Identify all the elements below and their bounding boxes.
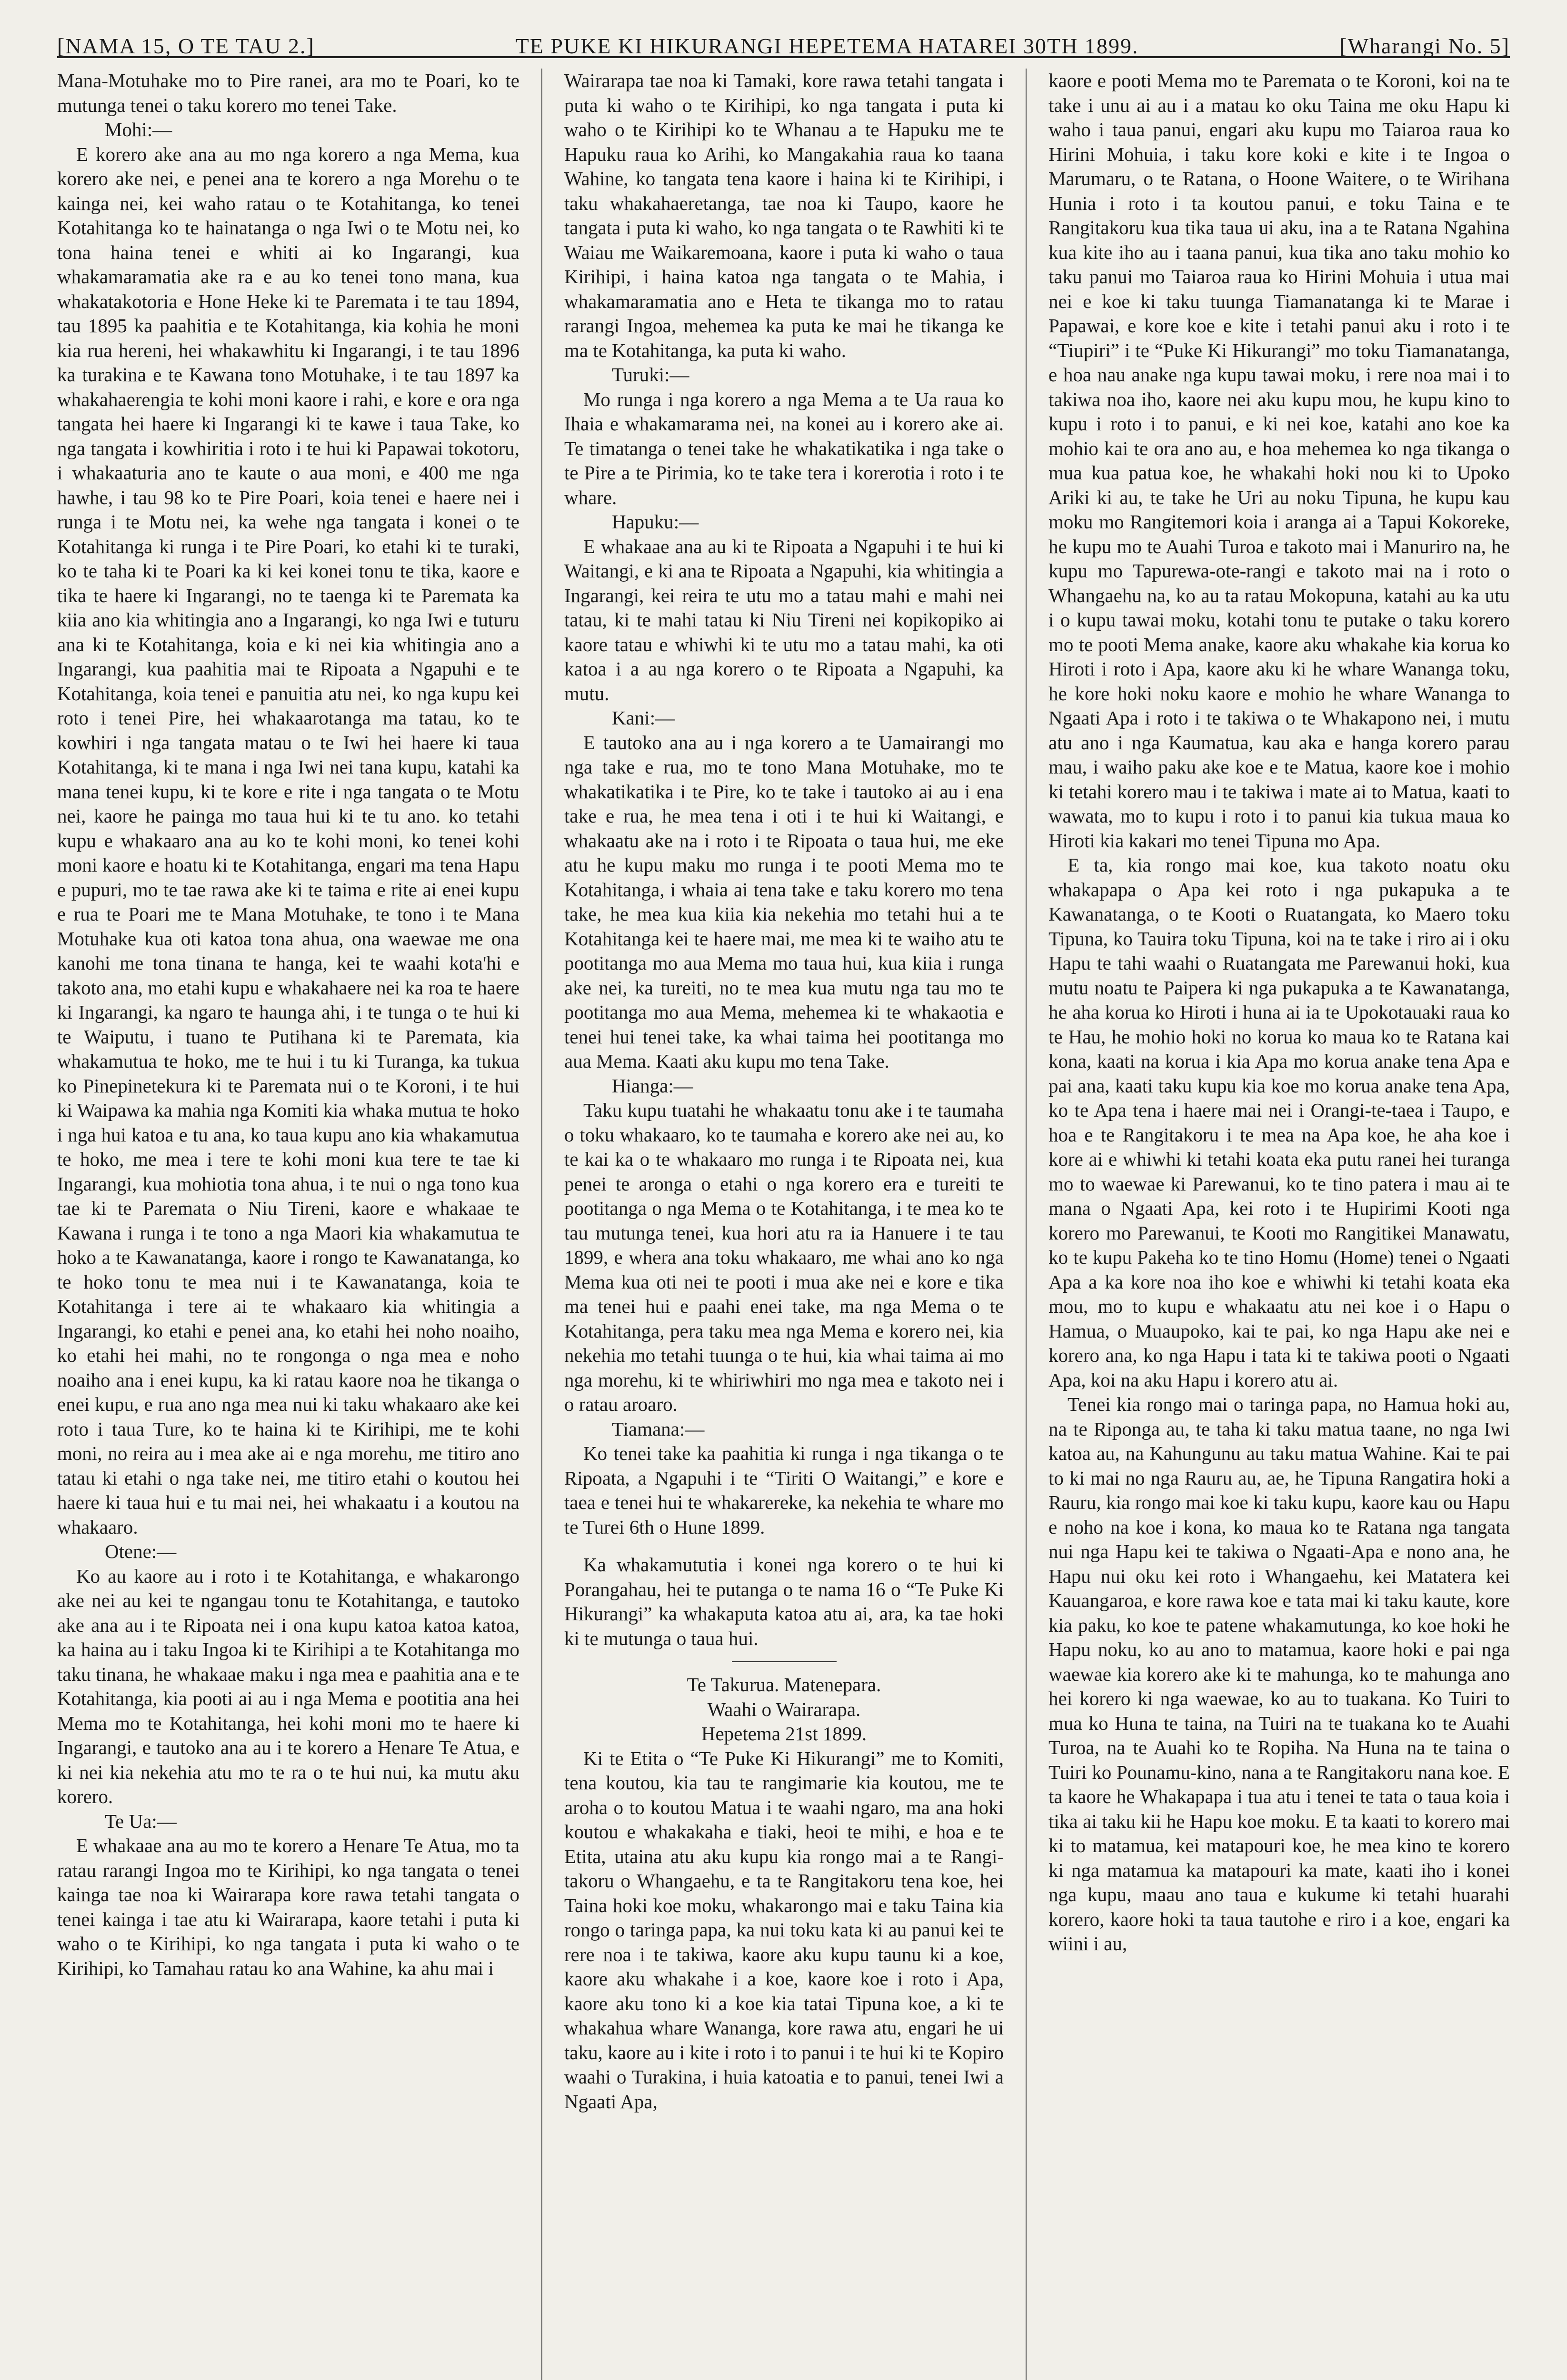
spacer: [564, 1539, 1004, 1553]
paragraph: E ta, kia rongo mai koe, kua takoto noatu oku whakapapa o Apa kei roto i nga pukapuka a te Kawanatanga, o te Kooti o Ruatangata, ko Maero toku Tipuna, ko Tauira toku Tipuna, koi na te take i riro ai i oku Hapu te tahi waahi o Ruatangata me Parewanui hoki, kua mutu noatu te Paipera ki nga pukapuka a te Kawanatanga, he aha koruа ko Hiroti i huna ai ia te Upokotauaki raua ko te Hau, he mohio hoki no korua ko maua ko te Ratana kai kona, kaati na korua i kia Apa mo korua anake tena Apa e pai ana, kaati taku kupu kia koe mo korua anake tena Apa, ko te Apa tena i haere mai nei i Orangi-te-taea i Taupo, e hoa e te Rangitakoru i te mea na Apa koe, he aha koe i kore ai e whiwhi ki tetahi koata eka putu ranei hei turanga mo to waewae ki Parewanui, ko te tino patera i mau ai te mana o Ngaati Apa, kei roto i te Hupirimi Kooti nga korero mo Parewanui, te Kooti mo Rangitikei Manawatu, ko te kupu Pakeha ko te tino Homu (Home) tenei o Ngaati Apa a ka kore noa iho koe e whiwhi ki tetahi koata eka mou, mo to kupu e whakaatu atu nei koe i o Hapu o Hamua, o Muaupoko, kai te pai, ko nga Hapu ake nei e korero ana, ko nga Hapu i tata ki te takiwa pooti o Ngaati Apa, koi na aku Hapu i korero atu ai.: [1048, 854, 1510, 1391]
paragraph: Tenei kia rongo mai o taringa papa, no Hamua hoki au, na te Riponga au, te taha ki taku matua taane, no nga Iwi katoa au, na Kahungunu au taku matua Wahine. Kai te pai to ki mai no nga Rauru au, ae, he Tipuna Rangatira hoki a Rauru, kia rongo mai koe ki taku kupu, kaore kau ou Hapu e noho na koe i kona, ko maua ko te Ratana nga tangata nui nga Hapu kei te takiwa o Ngaati-Apa e nono ana, he Hapu nui oku kei roto i Whangaehu, kei Matatera kei Kauangaroa, e kore rawa koe e tata mai ki taku kaute, kore kia paku, ko koe te patene whakamutunga, ko koe hoki he Hapu noku, ko au ano to matamua, kaore hoki e pai nga waewae kia korero ake ki te mahunga, ko te mahunga ano hei korero ki nga waewae, ko au to tuakana. Ko Tuiri to mua ko Huna te taina, na Tuiri na te tuakana ko te Auahi Turoa, na te Auahi ko te Ropiha. Na Huna na te taina o Tuiri ko Pounamu-kino, nana a te Rangitakoru nana koe. E ta kaore he Whakapapa i tua atu i tenei te tata o taua koia i tika ai taku kii he Hapu koe moku. E ta kaati to korero mai ki to matamua, kei matapouri koe, he mea kino te korero ki nga matamua ka matapouri ka mate, kaati iho i konei nga kupu, maau ano taua e kukume ki tetahi huarahi korero, kaore hoki ta taua tautohe e riro i a koe, engari ka wiini i au,: [1048, 1393, 1510, 1954]
paragraph: Ki te Etita o “Te Puke Ki Hikurangi” me to Komiti, tena koutou, kia tau te rangimarie kia koutou, me te aroha o to koutou Matua i te waahi ngaro, ma ana hoki koutou e whakakaha e tiaki, heoi te mihi, e hoa e te Etita, utaina atu aku kupu kia rongo mai a te Rangi-takoru o Whangaehu, e ta te Rangitakoru tena koe, hei Taina hoki koe moku, whakarongo mai e taku Taina kia rongo o taringa papa, ka nui toku kata ki au panui kei te rere noa i te takiwa, kaore aku kupu taunu ki a koe, kaore aku whakahe i a koe, kaore koe i roto i Apa, kaore aku tono ki a koe kia tatai Tipuna koe, a ki te whakahua whare Wananga, kore rawa atu, engari he ui taku, kaore au i kite i roto i to panui i te hui ki te Kopiro waahi o Turakina, i huia katoatia e to panui, tenei Iwi a Ngaati Apa,: [564, 1747, 1004, 2112]
paragraph: E korero ake ana au mo nga korero a nga Mema, kua korero ake nei, e penei ana te korero a nga Morehu o te kainga nei, kei waho ratau o te Kotahitanga, ko tenei Kotahitanga ko te hainatanga o nga Iwi o te Motu nei, ko tona haina tenei e whiti ai ko Ingarangi, kua whakamaramatia ake ra e au ko tenei tono mana, kua whakatakotoria e Hone Heke ki te Paremata i te tau 1894, tau 1895 ka paahitia e te Kotahitanga, kia kohia he moni kia rua hereni, hei whakawhitu ki Ingarangi, i te tau 1896 ka turakina e te Kawana tono Motuhake, i te tau 1897 ka whakahaerengia te kohi moni kaore i rahi, e kore e ora nga tangata hei haere ki Ingarangi ki te kawe i taua Take, ko nga tangata i kowhiritia i roto i te hui ki Papawai tokotoru, i whakaaturia ano te kaute o aua moni, e 400 me nga hawhe, i tau 98 ko te Pire Poari, koia tenei e haere nei i runga i te Motu nei, ka wehe nga tangata i konei o te Kotahitanga ki runga i te Pire Poari, ko etahi ki te turaki, ko te taha ki te Poari ka ki kei konei tonu te tika, kaore e tika te haere ki Ingarangi, no te taenga ki te Paremata ka kiia ano kia whitingia ano a Ingarangi, ko nga Iwi e tuturu ana ki te Kotahitanga, koia e ki nei kia whitingia ano a Ingarangi, kua paahitia mai te Ripoata a Ngapuhi e te Kotahitanga, koia tenei e panuitia atu nei, ko nga kupu kei roto i tenei Pire, hei whakaarotanga ma tatau, ko te kowhiri i nga tangata matau o te Iwi hei haere ki taua Kotahitanga, ki te mana i nga Iwi nei tana kupu, katahi ka mana tenei kupu, ki te kore e rite i nga tangata o te Motu nei, kaore he painga mo taua hui ki te tu ano. ko tetahi kupu e whakaaro ana au ko te kohi moni, ko tenei kohi moni kaore e hoatu ki te Kotahitanga, engari ma tena Hapu e pupuri, mo te tae rawa ake ki te taima e rite ai enei kupu e rua te Poari me te Mana Motuhake, te tono i te Mana Motuhake kua oti katoa tona ahua, ona waewae me ona kanohi me tona tinana te hanga, kei te waahi kota'hi e takoto ana, mo etahi kupu e whakahaere nei ka roa te haere ki Ingarangi, ka ngaro te haunga ahi, i te tunga o te hui ki te Waiputu, i tuano te Putihana ki te Paremata, kia whakamutua te hoko, me te hui i tu ki Turanga, ka tukua ko Pinepinetekura ki te Paremata nui o te Koroni, i te hui ki Waipawa ka mahia nga Komiti kia whaka mutua te hoko i nga hui katoa e tu ana, ko taua kupu ano kia whakamutua te hoko, me mea i tere te kohi moni kua tere te tae ki Ingarangi, kua mohiotia tona ahua, i te nui o nga tono kua tae ki te Paremata o Niu Tireni, kaore e whakaae te Kawana i runga i te tono a nga Maori kia whakamutua te hoko a te Kawanatanga, kaore i rongo te Kawanatanga, ko te hoko tonu te mea nui i te Kawanatanga, koia te Kotahitanga i tere ai te whakaaro kia whitingia a Ingarangi, ko etahi e penei ana, ko etahi hei noho noaiho, ko etahi hei mahi, no te rongonga o nga mea e noho noaiho ana i enei kupu, ka ki ratau kaore noa he tikanga o enei kupu, e rua ano nga mea nui ki taku whakaaro ake kei roto i taua Ture, ko te haina ki te Kirihipi, me te kohi moni, no reira au i mea ake ai e nga morehu, me titiro ano tatau ki etahi o nga take nei, me titiro etahi o koutou hei haere ki taua hui e tu mai nei, hei whakaatu i a koutou na whakaaro.: [57, 143, 519, 1538]
letter-heading-line: Waahi o Wairarapa.: [707, 1698, 861, 1720]
paragraph: Wairarapa tae noa ki Tamaki, kore rawa tetahi tangata i puta ki waho o te Kirihipi, ko nga tangata i puta ki waho o te Kirihipi ko te Whanau a te Hapuku me te Hapuku raua ko Arihi, ko Mangakahia raua ko taana Wahine, ko tangata tena kaore i haina ki te Kirihipi, i taku whakahaeretanga, tae noa ki Taupo, kaore he tangata i puta ki waho, ko nga tangata o te Rawhiti ki te Waiau me Waikaremoana, kaore i puta ki waho o taua Kirihipi, i haina katoa nga tangata o te Mahia, i whakamaramatia ano e Heta te tikanga mo to ratau rarangi Ingoa, mehemea ka puta ke mai he tikanga ke ma te Kotahitanga, ka puta ki waho.: [564, 69, 1004, 361]
section-divider: [732, 1661, 837, 1662]
issue-number: [NAMA 15, O TE TAU 2.]: [57, 34, 315, 58]
paragraph: Ko au kaore au i roto i te Kotahitanga, e whakarongo ake nei au kei te ngangau tonu te Kotahitanga, e tautoko ake ana au i te Ripoata nei i ona kupu katoa katoa katoa, ka haina au i taku Ingoa ki te Kirihipi a te Kotahitanga mo taku tinana, he whakaae maku i nga mea e paahitia ana e te Kotahitanga, kia pooti ai au i nga Mema e pootitia ana hei Mema mo te Kotahitanga, hei kohi moni mo te haere ki Ingarangi, e tautoko ana au i te korero a Henare Te Atua, e ki nei kia nekehia atu mo te ra o te hui nui, ka mutu aku korero.: [57, 1565, 519, 1807]
paragraph: Ko tenei take ka paahitia ki runga i nga tikanga o te Ripoata, a Ngapuhi i te “Tiriti O Waitangi,” e kore e taea e tenei hui te whakarereke, ka nekehia te whare mo te Turei 6th o Hune 1899.: [564, 1442, 1004, 1538]
column-2: [541, 69, 1026, 2380]
speaker-label: Tiamana:—: [612, 1418, 705, 1440]
page-header: [57, 14, 1510, 58]
paragraph: Taku kupu tuatahi he whakaatu tonu ake i te taumaha o toku whakaaro, ko te taumaha e korero ake nei au, ko te kai ka o te whakaaro mo runga i te Ripoata nei, kua penei te aronga o etahi o nga korero era e tureiti te pootitanga o nga Mema o te Kotahitanga, i te mea ko te tau mutunga tenei, kua hori atu ra ia Hanuere i te tau 1899, e whera ana toku whakaaro, me whai ano ko nga Mema kua oti nei te pooti i mua ake nei e kore e tika ma tenei hui e paahi enei take, ma nga Mema o te Kotahitanga, pera taku mea nga Mema e korero nei, kia nekehia mo tetahi tuunga o te hui, kia whai taima ai mo nga morehu, ki te whiriwhiri mo nga mea e takoto nei i o ratau aroaro.: [564, 1099, 1004, 1415]
speaker-label: Otene:—: [105, 1540, 177, 1562]
letter-heading-line: Hepetema 21st 1899.: [701, 1723, 867, 1745]
speaker-label: Hianga:—: [612, 1074, 693, 1097]
paragraph: E tautoko ana au i nga korero a te Uamairangi mo nga take e rua, mo te tono Mana Motuhake, mo te whakatikatika i te Pire, ko te take i tautoko ai au i ena take e rua, he mea tena i oti i te hui ki Waitangi, e whakaatu ake na i roto i te Ripoata o taua hui, me eke atu he kupu maku mo runga i te pooti Mema mo te Kotahitanga, i whaia ai tena take e taku korero mo tena take, he mea kua kiia kia nekehia mo tetahi hui a te Kotahitanga kei te haere mai, me mea ki te waiho atu te pootitanga mo aua Mema mo taua hui, kua kiia i runga ake nei, ka tureiti, no te mea kua mutu nga tau mo te pootitanga mo aua Mema, mehemea ki te whakaotia e tenei hui tenei take, ka whai taima hei pootitanga mo aua Mema. Kaati aku kupu mo tena Take.: [564, 731, 1004, 1072]
speaker-label: Hapuku:—: [612, 511, 699, 533]
speaker-label: Kani:—: [612, 707, 675, 729]
paragraph: E whakaae ana au ki te Ripoata a Ngapuhi i te hui ki Waitangi, e ki ana te Ripoata a Ngapuhi, kia whitingia a Ingarangi, kei reira te utu mo a tatau mahi e mahi nei tatau, ki te mahi tatau ki Niu Tireni nei kopikopiko ai kaore tatau e whiwhi ki te utu mo a tatau mahi, ka oti katoa i a au nga korero o te Ripoata a Ngapuhi, ka mutu.: [564, 535, 1004, 704]
speaker-label: Mohi:—: [105, 119, 172, 140]
paragraph: kaore e pooti Mema mo te Paremata o te Koroni, koi na te take i unu ai au i a matau ko oku Taina me oku Hapu ki waho i taua panui, engari aku kupu mo Taiaroa raua ko Hirini Mohuia, i taku kore koki e kite i te Ingoa o Marumaru, o te Ratana, o Hoone Waitere, o te Wirihana Hunia i roto i ta koutou panui, e toku Taina e te Rangitakoru kua tika taua ui aku, ina a te Ratana Ngahina kua kite iho au i taana panui, kua tika ano taku mohio ko taku panui mo Taiaroa raua ko Hirini Mohuia i utua mai nei e koe ki taku tuunga Tiamanatanga ki te Marae i Papawai, e kore koe e kite i tetahi panui aku i roto i te “Tiupiri” i te “Puke Ki Hikurangi” mo toku Tiamanatanga, e hoa nau anake nga kupu tawai moku, i rere noa mai i to takiwa noa iho, kaore nei aku kupu mou, he kupu kino to kupu i roto i to panui, e ki nei koe, katahi ano koe ka mohio kai te ora ano au, e hoa mehemea ko nga tikanga o mua kua patua koe, he whakahi hoki nou ki to Upoko Ariki ki au, te take he Uri au noku Tipuna, he kupu kau moku mo Rangitemori koia i aranga ai a Tapui Kokoreke, he kupu mo te Auahi Turoa e takoto mai i Manuriro na, he kupu mo Tapurewa-ote-rangi e takoto mai na i roto o Whangaehu na, ko au ta ratau Mokopuna, katahi au ka utu i o kupu tawai moku, kotahi tonu te putake o taku korero mo te pooti Mema anake, kaore aku whakahe kia korua ko Hiroti i roto i Apa, kaore aku ki he whare Wananga toku, he kore hoki noku kaore e mohio he whare Wananga to Ngaati Apa i roto i te takiwa o te Whakapono nei, i mutu atu ano i nga Kaumatua, kau aka e hanga korero parau mau, i waiho paku ake koe e te Matua, kaore koe i mohio ki tetahi korero mau i te takiwa i mate ai to Matua, kaati to wawata, mo to kupu i roto i to panui kia tukua maua ko Hiroti kia kakari mo tenei Tipuna mo Apa.: [1048, 69, 1510, 852]
paragraph: Mo runga i nga korero a nga Mema a te Ua raua ko Ihaia e whakamarama nei, na konei au i korero ake ai. Te timatanga o tenei take he whakatikatika i nga take o te Pire a te Pirimia, ko te take tera i korerotia i roto i te whare.: [564, 388, 1004, 508]
columns: [57, 69, 1510, 2380]
speaker-label: Te Ua:—: [105, 1810, 177, 1832]
paragraph: Mana-Motuhake mo to Pire ranei, ara mo te Poari, ko te mutunga tenei o taku korero mo tenei Take.: [57, 69, 519, 116]
paragraph: E whakaae ana au mo te korero a Henare Te Atua, mo ta ratau rarangi Ingoa mo te Kirihipi, ko nga tangata o tenei kainga tae noa ki Wairarapa kore rawa tetahi tangata o tenei kainga i tae atu ki Wairarapa, kaore tetahi i puta ki waho o te Kirihipi, ko nga tangata i puta ki waho o te Kirihipi, ko Tamahau ratau ko ana Wahine, ka ahu mai i: [57, 1835, 519, 1979]
masthead-title: TE PUKE KI HIKURANGI HEPETEMA HATAREI 30TH 1899.: [515, 34, 1139, 58]
page-number: [Wharangi No. 5]: [1339, 34, 1510, 58]
column-1: [57, 69, 541, 2380]
letter-heading-line: Te Takurua. Matenepara.: [687, 1674, 881, 1696]
column-3: [1026, 69, 1510, 2380]
paragraph: Ka whakamututia i konei nga korero o te hui ki Porangahau, hei te putanga o te nama 16 o “Te Puke Ki Hikurangi” ka whakaputa katoa atu ai, ara, ka tae hoki ki te mutunga o taua hui.: [564, 1554, 1004, 1649]
speaker-label: Turuki:—: [612, 364, 689, 386]
